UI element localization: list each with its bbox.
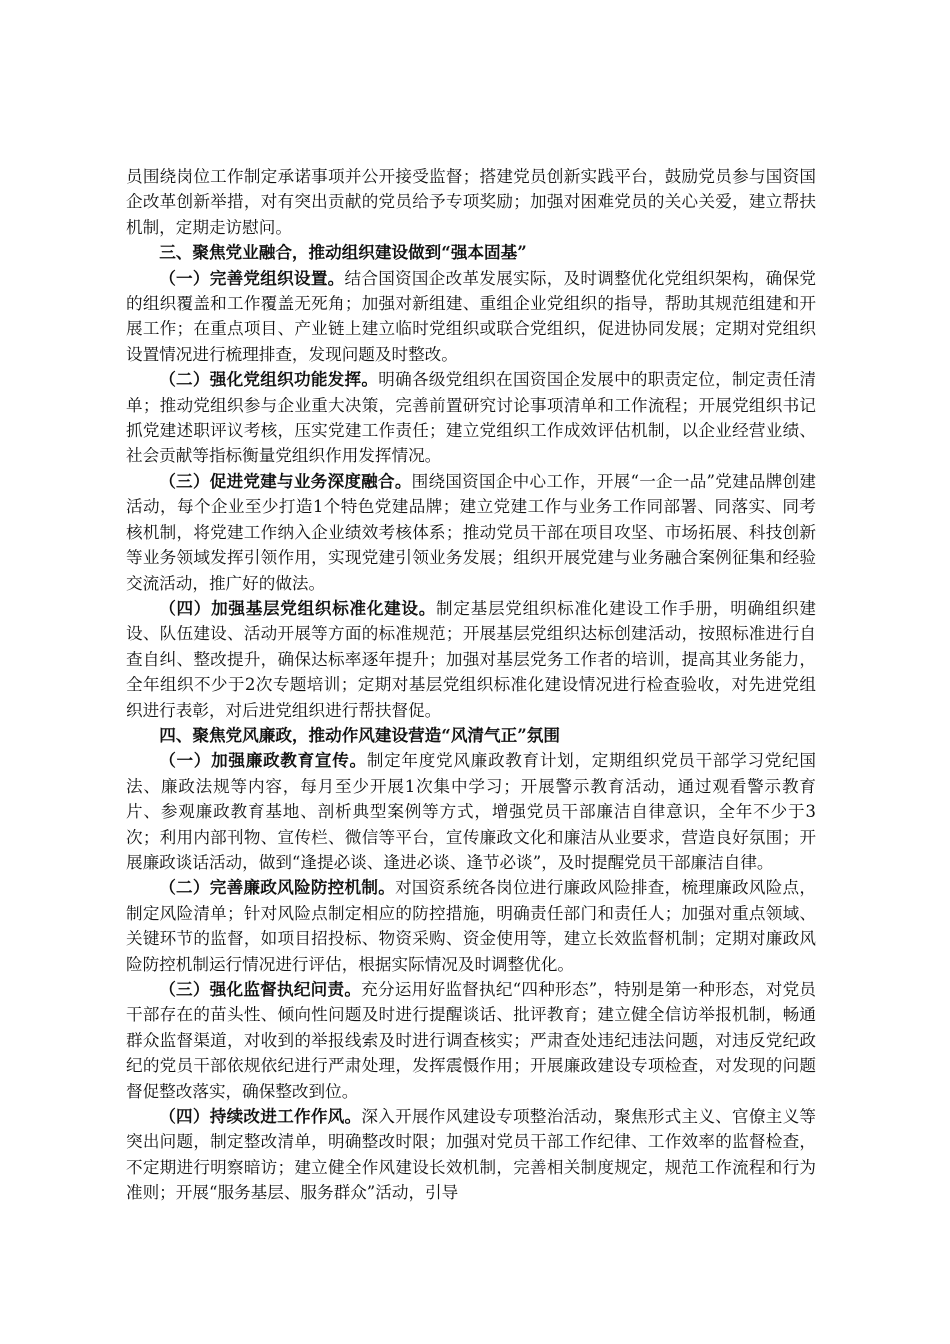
paragraph-3-1	[126, 266, 816, 368]
paragraph-body: 充分运用好监督执纪“四种形态”，特别是第一种形态，对党员干部存在的苗头性、倾向性问题及时进行提醒谈话、批评教育；建立健全信访举报机制，畅通群众监督渠道，对收到的举报线索及时进行调查核实；严肃查处违纪违法问题，对违反党纪政纪的党员干部依规依纪进行严肃处理，发挥震慑作用；开展廉政建设专项检查，对发现的问题督促整改落实，确保整改到位。	[126, 980, 816, 1101]
paragraph-body: 对国资系统各岗位进行廉政风险排查，梳理廉政风险点，制定风险清单；针对风险点制定相应的防控措施，明确责任部门和责任人；加强对重点领域、关键环节的监督，如项目招投标、物资采购、资金使用等，建立长效监督机制；定期对廉政风险防控机制运行情况进行评估，根据实际情况及时调整优化。	[126, 878, 817, 974]
document-page	[126, 164, 816, 1206]
paragraph-body: 围绕国资国企中心工作，开展“一企一品”党建品牌创建活动，每个企业至少打造1个特色党建品牌；建立党建工作与业务工作同部署、同落实、同考核机制，将党建工作纳入企业绩效考核体系；推动党员干部在项目攻坚、市场拓展、科技创新等业务领域发挥引领作用，实现党建引领业务发展；组织开展党建与业务融合案例征集和经验交流活动，推广好的做法。	[126, 471, 817, 593]
paragraph-3-2	[126, 367, 816, 469]
continuation-paragraph: 员围绕岗位工作制定承诺事项并公开接受监督；搭建党员创新实践平台，鼓励党员参与国资国企改革创新举措，对有突出贡献的党员给予专项奖励；加强对困难党员的关心关爱，建立帮扶机制，定期走访慰问。	[126, 167, 816, 237]
paragraph-lead: （一）完善党组织设置。	[159, 267, 345, 288]
paragraph-lead: （二）强化党组织功能发挥。	[159, 369, 379, 390]
section-heading-3: 三、聚焦党业融合，推动组织建设做到“强本固基”	[159, 242, 527, 263]
paragraph-body: 制定基层党组织标准化建设工作手册，明确组织建设、队伍建设、活动开展等方面的标准规范；开展基层党组织达标创建活动，按照标准进行自查自纠、整改提升，确保达标率逐年提升；加强对基层党务工作者的培训，提高其业务能力，全年组织不少于2次专题培训；定期对基层党组织标准化建设情况进行检查验收，对先进党组织进行表彰，对后进党组织进行帮扶督促。	[126, 598, 817, 720]
section-heading-4: 四、聚焦党风廉政，推动作风建设营造“风清气正”氛围	[159, 724, 560, 745]
paragraph-3-3	[126, 469, 816, 596]
paragraph-lead: （三）促进党建与业务深度融合。	[159, 470, 412, 491]
paragraph-body: 深入开展作风建设专项整治活动，聚焦形式主义、官僚主义等突出问题，制定整改清单，明确整改时限；加强对党员干部工作纪律、工作效率的监督检查，不定期进行明察暗访；建立健全作风建设长效机制，完善相关制度规定，规范工作流程和行为准则；开展“服务基层、服务群众”活动，引导	[126, 1107, 817, 1203]
paragraph-4-2	[126, 875, 816, 977]
paragraph-3-4	[126, 596, 816, 723]
paragraph-lead: （二）完善廉政风险防控机制。	[159, 877, 396, 898]
paragraph-4-4	[126, 1104, 816, 1206]
paragraph-4-3	[126, 977, 816, 1104]
paragraph-lead: （四）加强基层党组织标准化建设。	[159, 597, 437, 618]
paragraph-body: 制定年度党风廉政教育计划，定期组织党员干部学习党纪国法、廉政法规等内容，每月至少开展1次集中学习；开展警示教育活动，通过观看警示教育片、参观廉政教育基地、剖析典型案例等方式，增强党员干部廉洁自律意识，全年不少于3次；利用内部刊物、宣传栏、微信等平台，宣传廉政文化和廉洁从业要求，营造良好氛围；开展廉政谈话活动，做到“逢提必谈、逢进必谈、逢节必谈”，及时提醒党员干部廉洁自律。	[126, 751, 817, 872]
paragraph-lead: （四）持续改进工作作风。	[159, 1106, 362, 1127]
paragraph-body: 结合国资国企改革发展实际，及时调整优化党组织架构，确保党的组织覆盖和工作覆盖无死角；加强对新组建、重组企业党组织的指导，帮助其规范组建和开展工作；在重点项目、产业链上建立临时党组织或联合党组织，促进协同发展；定期对党组织设置情况进行梳理排查，发现问题及时整改。	[126, 268, 816, 364]
paragraph-lead: （三）强化监督执纪问责。	[159, 979, 362, 999]
paragraph-4-1	[126, 748, 816, 875]
paragraph-lead: （一）加强廉政教育宣传。	[159, 750, 367, 771]
paragraph-body: 明确各级党组织在国资国企发展中的职责定位，制定责任清单；推动党组织参与企业重大决策，完善前置研究讨论事项清单和工作流程；开展党组织书记抓党建述职评议考核，压实党建工作责任；建立党组织工作成效评估机制，以企业经营业绩、社会贡献等指标衡量党组织作用发挥情况。	[126, 370, 817, 466]
